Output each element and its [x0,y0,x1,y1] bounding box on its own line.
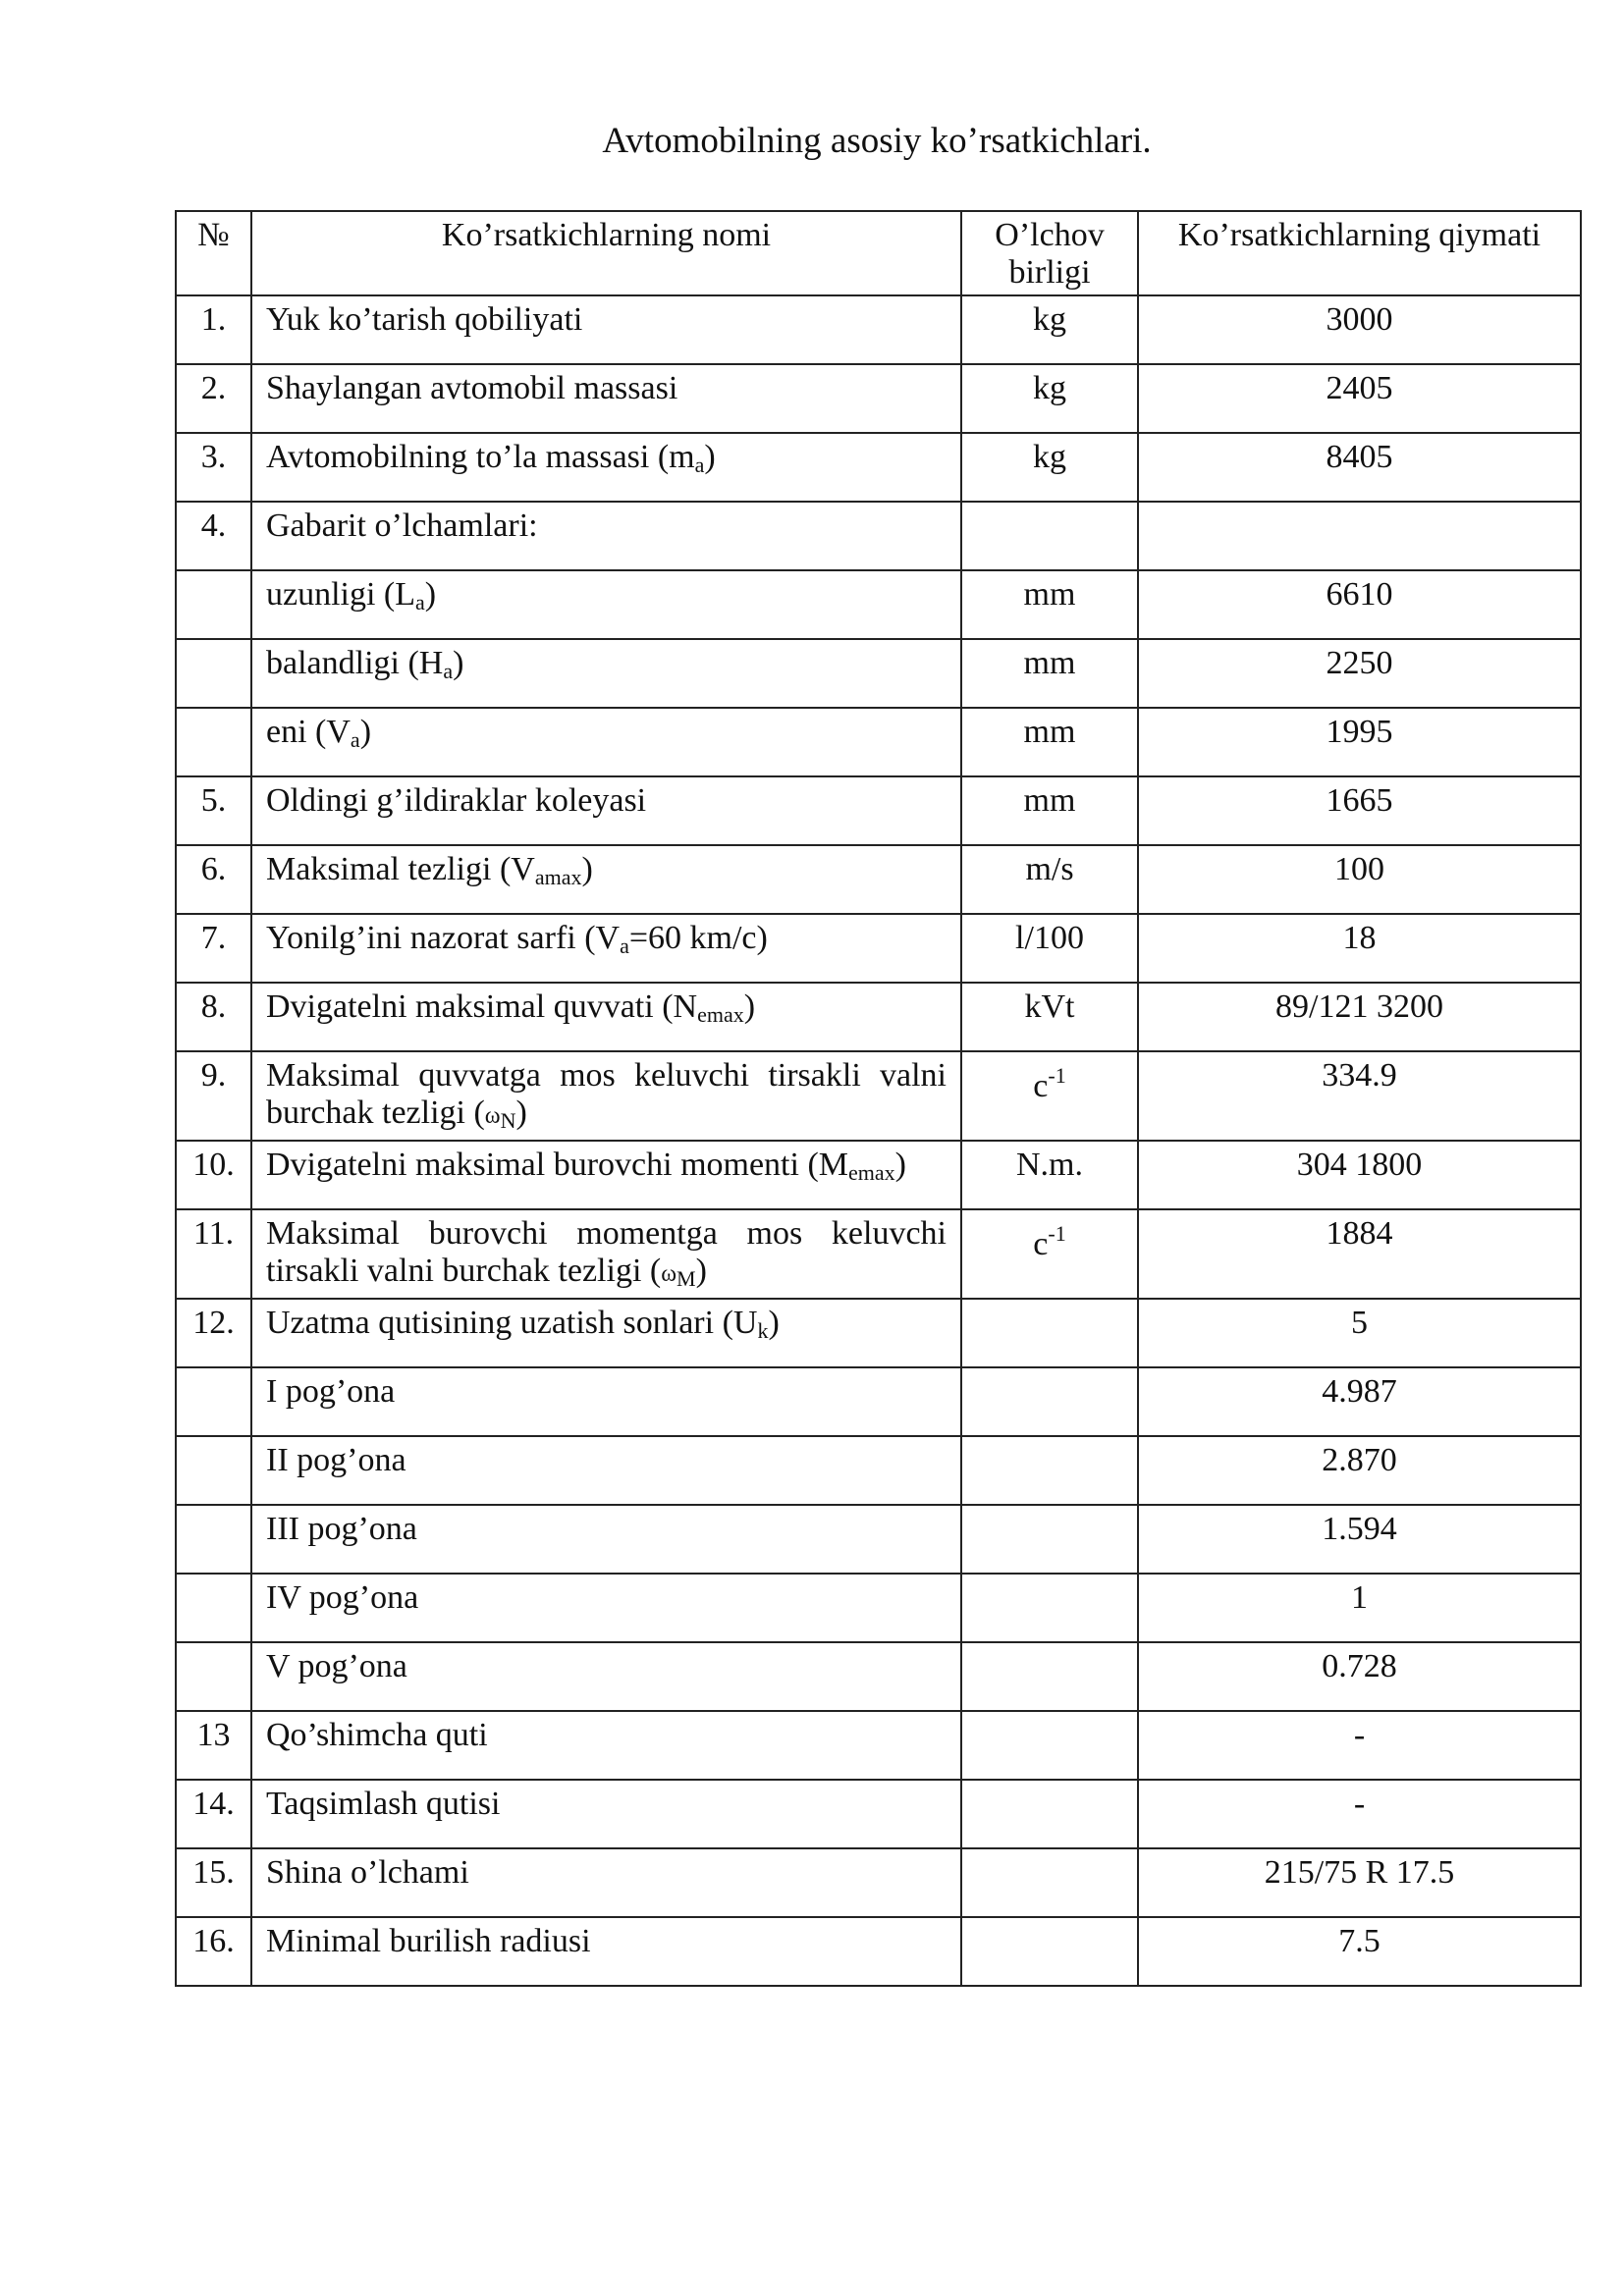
row-value: 2.870 [1138,1436,1581,1505]
table-row [176,364,1581,433]
row-name-end: =60 km/c) [628,920,768,956]
header-value: Ko’rsatkichlarning qiymati [1138,211,1581,295]
row-number: 8. [176,983,251,1051]
row-name-subscript: N [500,1108,516,1133]
row-unit [961,1051,1138,1141]
row-name-text: Maksimal quvvatga mos keluvchi tirsakli valni burchak tezligi ( [266,1057,947,1131]
row-name [251,1051,961,1141]
row-unit-superscript: -1 [1048,1221,1066,1246]
row-name [251,639,961,708]
row-name: Shaylangan avtomobil massasi [251,364,961,433]
table-row [176,1505,1581,1574]
row-value: 8405 [1138,433,1581,502]
row-name-subscript: amax [534,865,582,889]
row-name [251,1209,961,1299]
row-value: - [1138,1780,1581,1848]
row-name-subscript: M [677,1266,696,1291]
row-value: 1884 [1138,1209,1581,1299]
row-name: Yuk ko’tarish qobiliyati [251,295,961,364]
row-number: 14. [176,1780,251,1848]
row-name-subscript: a [443,659,454,683]
table-row [176,914,1581,983]
table-row [176,1299,1581,1367]
table-body [176,295,1581,1986]
row-value: 6610 [1138,570,1581,639]
row-value: 4.987 [1138,1367,1581,1436]
table-header-row [176,211,1581,295]
row-number: 5. [176,776,251,845]
row-number: 3. [176,433,251,502]
row-number [176,1436,251,1505]
row-unit [961,1848,1138,1917]
row-unit-text: c [1033,1226,1049,1262]
row-number: 1. [176,295,251,364]
table-row [176,502,1581,570]
row-name [251,570,961,639]
table-row [176,983,1581,1051]
row-unit: kVt [961,983,1138,1051]
row-number [176,1642,251,1711]
row-value: 2405 [1138,364,1581,433]
row-value: 3000 [1138,295,1581,364]
table-row [176,776,1581,845]
row-name: IV pog’ona [251,1574,961,1642]
row-name [251,1299,961,1367]
row-name-subscript: a [415,590,425,614]
row-name: Qo’shimcha quti [251,1711,961,1780]
row-unit [961,502,1138,570]
row-number: 13 [176,1711,251,1780]
row-unit: mm [961,708,1138,776]
row-number: 12. [176,1299,251,1367]
row-name-text: Maksimal tezligi (V [266,851,535,887]
table-row [176,1436,1581,1505]
row-value: 5 [1138,1299,1581,1367]
table-row [176,433,1581,502]
row-unit: l/100 [961,914,1138,983]
row-number [176,1505,251,1574]
row-name-text: eni (V [266,714,351,750]
row-name [251,708,961,776]
row-value: 1 [1138,1574,1581,1642]
table-row [176,639,1581,708]
row-unit: mm [961,776,1138,845]
row-value: 100 [1138,845,1581,914]
specifications-table [175,210,1582,1987]
row-name-end: ) [424,576,437,613]
row-number [176,639,251,708]
row-unit: kg [961,364,1138,433]
row-unit [961,1917,1138,1986]
row-unit: mm [961,570,1138,639]
row-name [251,983,961,1051]
row-unit: m/s [961,845,1138,914]
row-name-text: Yonilg’ini nazorat sarfi (V [266,920,621,956]
row-value: 1.594 [1138,1505,1581,1574]
row-name-subscript: a [350,727,360,752]
row-unit [961,1642,1138,1711]
table-row [176,295,1581,364]
row-value: 2250 [1138,639,1581,708]
row-name-end: ) [894,1147,906,1183]
table-row [176,1574,1581,1642]
row-name-text: Dvigatelni maksimal burovchi momenti (M [266,1147,849,1183]
row-value: 7.5 [1138,1917,1581,1986]
row-name: I pog’ona [251,1367,961,1436]
row-name-text: uzunligi (L [266,576,416,613]
table-header [176,211,1581,295]
row-value [1138,502,1581,570]
row-number [176,708,251,776]
row-value: 334.9 [1138,1051,1581,1141]
row-number: 6. [176,845,251,914]
omega-symbol: ω [484,1103,501,1129]
row-number: 16. [176,1917,251,1986]
row-name: V pog’ona [251,1642,961,1711]
row-name-end: ) [768,1305,780,1341]
table-row [176,570,1581,639]
table-row [176,1917,1581,1986]
row-unit [961,1209,1138,1299]
table-row [176,1209,1581,1299]
row-name: Shina o’lchami [251,1848,961,1917]
row-value: 0.728 [1138,1642,1581,1711]
row-unit [961,1299,1138,1367]
row-name-end: ) [695,1253,707,1289]
row-unit: kg [961,433,1138,502]
omega-symbol: ω [661,1261,677,1287]
row-name [251,1141,961,1209]
table-row [176,1848,1581,1917]
row-number [176,570,251,639]
row-unit: N.m. [961,1141,1138,1209]
row-unit [961,1436,1138,1505]
row-name-end: ) [704,439,716,475]
row-name [251,433,961,502]
row-unit [961,1505,1138,1574]
row-name-subscript: k [757,1318,769,1343]
row-value: - [1138,1711,1581,1780]
row-number: 9. [176,1051,251,1141]
table-row [176,708,1581,776]
row-name-subscript: emax [697,1002,744,1027]
row-name-subscript: emax [848,1160,895,1185]
row-number: 10. [176,1141,251,1209]
row-name-text: Dvigatelni maksimal quvvati (N [266,988,698,1025]
row-number: 4. [176,502,251,570]
row-value: 304 1800 [1138,1141,1581,1209]
header-number: № [176,211,251,295]
row-name-text: Uzatma qutisining uzatish sonlari (U [266,1305,758,1341]
table-row [176,1711,1581,1780]
row-name [251,845,961,914]
row-name-end: ) [359,714,372,750]
row-unit [961,1367,1138,1436]
row-value: 18 [1138,914,1581,983]
row-name-end: ) [581,851,593,887]
row-unit-text: c [1033,1068,1049,1104]
table-row [176,1367,1581,1436]
row-name-subscript: a [620,934,629,958]
row-name: Gabarit o’lchamlari: [251,502,961,570]
row-value: 215/75 R 17.5 [1138,1848,1581,1917]
row-number: 7. [176,914,251,983]
row-name-end: ) [515,1095,527,1131]
table-row [176,1780,1581,1848]
row-number: 11. [176,1209,251,1299]
row-number [176,1574,251,1642]
row-name: Taqsimlash qutisi [251,1780,961,1848]
row-name-text: balandligi (H [266,645,444,681]
row-name: Minimal burilish radiusi [251,1917,961,1986]
row-value: 1995 [1138,708,1581,776]
row-unit-superscript: -1 [1048,1063,1066,1088]
row-value: 1665 [1138,776,1581,845]
row-number: 2. [176,364,251,433]
row-name-end: ) [453,645,464,681]
table-row [176,1051,1581,1141]
table-row [176,1642,1581,1711]
table-row [176,845,1581,914]
row-number [176,1367,251,1436]
row-unit: kg [961,295,1138,364]
row-unit [961,1780,1138,1848]
row-name-subscript: a [694,453,705,477]
row-name-text: Avtomobilning to’la massasi (m [266,439,695,475]
row-name-text: Maksimal burovchi momentga mos keluvchi tirsakli valni burchak tezligi ( [266,1215,947,1289]
row-value: 89/121 3200 [1138,983,1581,1051]
row-name: II pog’ona [251,1436,961,1505]
header-name: Ko’rsatkichlarning nomi [251,211,961,295]
header-unit: O’lchov birligi [961,211,1138,295]
row-unit [961,1711,1138,1780]
table-row [176,1141,1581,1209]
row-name [251,914,961,983]
row-name: III pog’ona [251,1505,961,1574]
page-title: Avtomobilning asosiy ko’rsatkichlari. [602,121,1152,161]
row-number: 15. [176,1848,251,1917]
row-name: Oldingi g’ildiraklar koleyasi [251,776,961,845]
row-name-end: ) [743,988,756,1025]
row-unit: mm [961,639,1138,708]
row-unit [961,1574,1138,1642]
